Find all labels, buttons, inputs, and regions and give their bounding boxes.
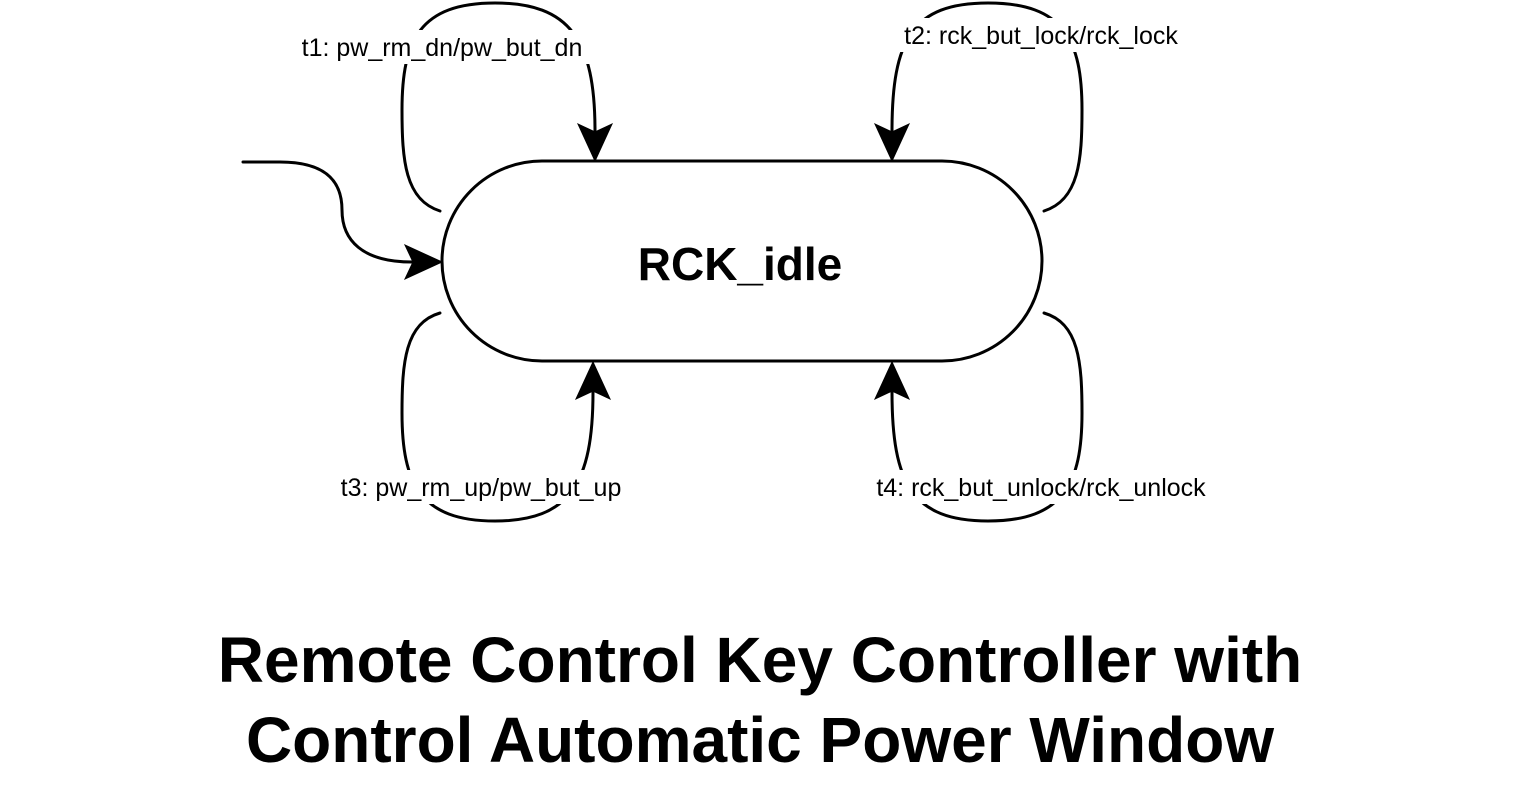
initial-transition bbox=[243, 162, 442, 279]
state-node-label: RCK_idle bbox=[637, 238, 843, 290]
diagram-caption bbox=[0, 620, 1520, 780]
caption-line-2: Control Automatic Power Window bbox=[245, 704, 1275, 776]
transition-t1-label: t1: pw_rm_dn/pw_but_dn bbox=[301, 34, 583, 62]
transition-t4-label: t4: rck_but_unlock/rck_unlock bbox=[876, 474, 1206, 502]
state-node-rck-idle bbox=[442, 161, 1042, 361]
transition-t3-label: t3: pw_rm_up/pw_but_up bbox=[340, 474, 622, 502]
transition-t2-label: t2: rck_but_lock/rck_lock bbox=[904, 22, 1178, 50]
caption-line-1: Remote Control Key Controller with bbox=[217, 624, 1303, 696]
initial-transition-line bbox=[243, 162, 412, 262]
